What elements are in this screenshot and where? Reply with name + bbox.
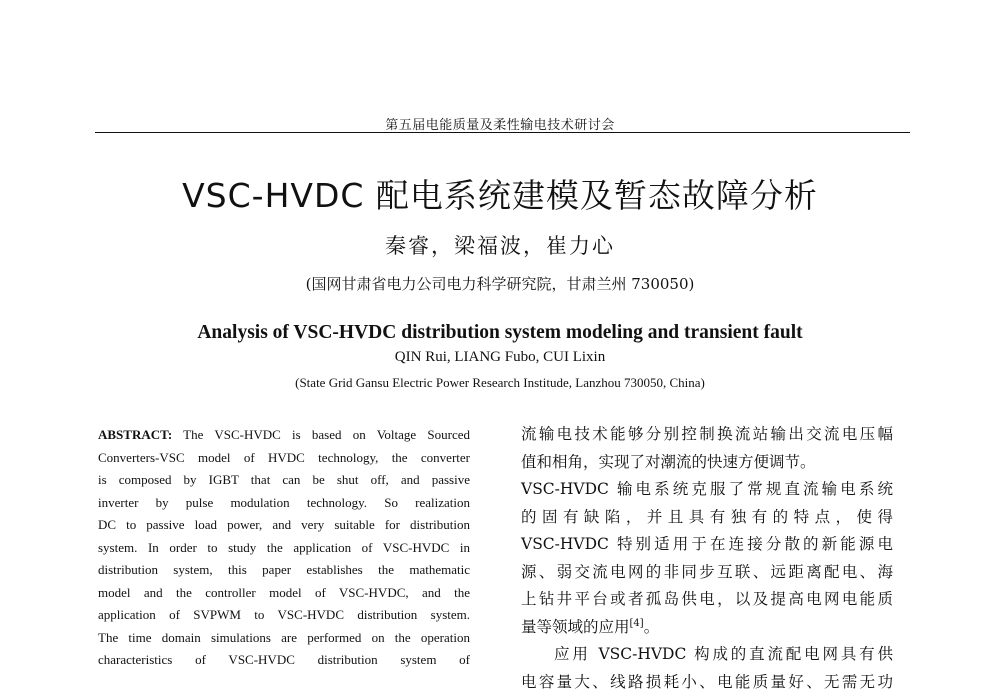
abstract-line: distribution system, this paper establishes the mathematic <box>98 559 470 582</box>
citation-ref: [4] <box>630 617 644 628</box>
body-line: 应用 VSC-HVDC 构成的直流配电网具有供 <box>521 641 893 669</box>
body-column-right <box>521 421 893 696</box>
body-line: 流输电技术能够分别控制换流站输出交流电压幅 <box>521 421 893 449</box>
abstract-first-text: The VSC-HVDC is based on Voltage Sourced <box>183 427 470 442</box>
abstract-line: The time domain simulations are performed on the operation <box>98 627 470 650</box>
abstract-label: ABSTRACT: <box>98 427 172 442</box>
abstract-line: inverter by pulse modulation technology. So realization <box>98 492 470 515</box>
abstract-line: Converters-VSC model of HVDC technology, the converter <box>98 447 470 470</box>
abstract-column <box>98 424 470 672</box>
conference-header: 第五届电能质量及柔性输电技术研讨会 <box>0 114 1000 133</box>
body-line: 电容量大、线路损耗小、电能质量好、无需无功 <box>521 669 893 696</box>
header-rule <box>95 132 910 133</box>
abstract-line: is composed by IGBT that can be shut off, and passive <box>98 469 470 492</box>
body-last-text: 量等领域的应用 <box>521 618 630 636</box>
abstract-line: characteristics of VSC-HVDC distribution system of <box>98 649 470 672</box>
affiliation-en: (State Grid Gansu Electric Power Research Institude, Lanzhou 730050, China) <box>0 375 1000 391</box>
body-line: 的固有缺陷，并且具有独有的特点，使得 <box>521 504 893 532</box>
abstract-first-line <box>98 424 470 447</box>
body-line: 值和相角，实现了对潮流的快速方便调节。 <box>521 449 893 477</box>
body-line: VSC-HVDC 输电系统克服了常规直流输电系统 <box>521 476 893 504</box>
abstract-line: model and the controller model of VSC-HVDC, and the <box>98 582 470 605</box>
authors-cn: 秦睿，梁福波，崔力心 <box>0 230 1000 260</box>
abstract-line: application of SVPWM to VSC-HVDC distribution system. <box>98 604 470 627</box>
affiliation-cn: (国网甘肃省电力公司电力科学研究院，甘肃兰州 730050) <box>0 273 1000 294</box>
authors-en: QIN Rui, LIANG Fubo, CUI Lixin <box>0 349 1000 366</box>
body-line-last <box>521 614 893 642</box>
abstract-line: system. In order to study the application of VSC-HVDC in <box>98 537 470 560</box>
paper-title-en: Analysis of VSC-HVDC distribution system modeling and transient fault <box>0 322 1000 344</box>
body-line: VSC-HVDC 特别适用于在连接分散的新能源电 <box>521 531 893 559</box>
paper-title-cn: VSC-HVDC 配电系统建模及暂态故障分析 <box>0 170 1000 217</box>
body-line: 源、弱交流电网的非同步互联、远距离配电、海 <box>521 559 893 587</box>
body-last-punct: 。 <box>644 618 660 636</box>
abstract-line: DC to passive load power, and very suitable for distribution <box>98 514 470 537</box>
body-line: 上钻井平台或者孤岛供电，以及提高电网电能质 <box>521 586 893 614</box>
